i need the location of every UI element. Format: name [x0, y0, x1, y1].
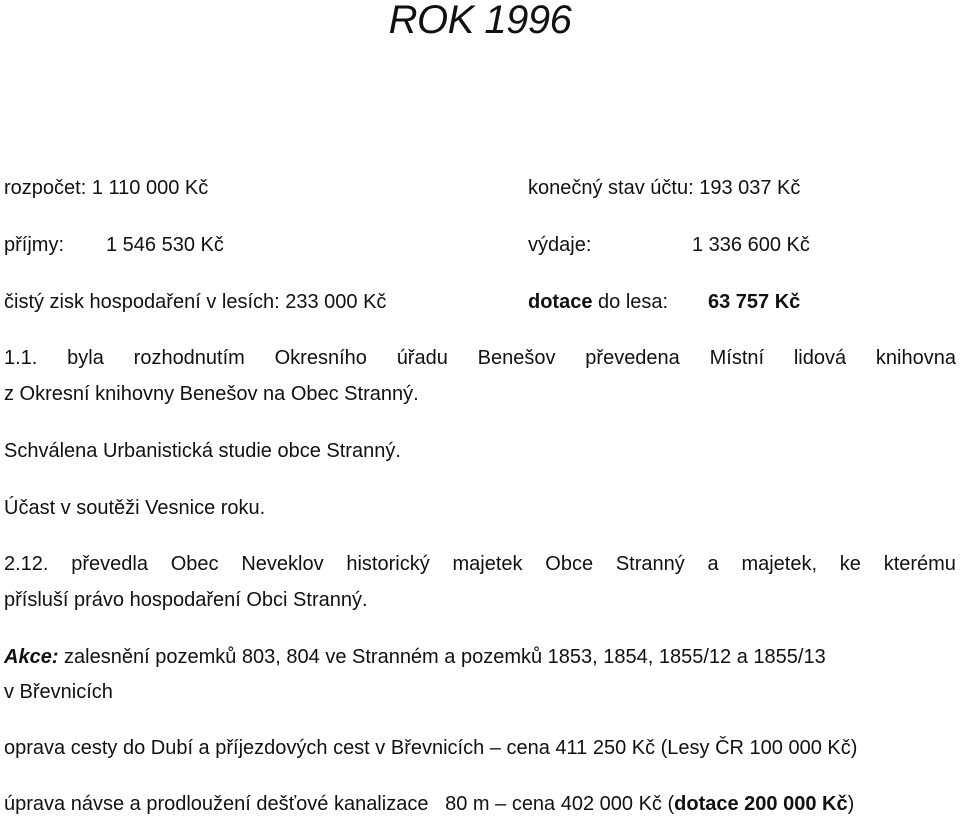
afforestation-line-2: v Břevnicích [4, 681, 113, 703]
word: knihovna [875, 347, 956, 369]
word: lidová [793, 347, 847, 369]
word: 2.12. [4, 553, 49, 575]
word: Okresního [274, 347, 367, 369]
income-label: příjmy: [4, 234, 64, 256]
word: Obce [545, 553, 594, 575]
word: úřadu [396, 347, 448, 369]
budget-text: rozpočet: 1 110 000 Kč [4, 177, 209, 199]
income-value: 1 546 530 Kč [106, 234, 224, 256]
word: kterému [883, 553, 956, 575]
afforestation-line-1 [4, 645, 826, 669]
word: převedla [71, 553, 148, 575]
subsidy-label-rest: do lesa: [592, 291, 669, 313]
word: převedena [585, 347, 680, 369]
subsidy-label-bold: dotace [528, 291, 593, 313]
word: byla [67, 347, 104, 369]
transfer-line-2: přísluší právo hospodaření Obci Stranný. [4, 589, 368, 611]
word: Obec [170, 553, 219, 575]
subsidy-label [528, 290, 668, 314]
square-suffix: ) [847, 793, 855, 815]
word: historický [346, 553, 430, 575]
word: rozhodnutím [133, 347, 245, 369]
word: Benešov [477, 347, 556, 369]
word: a [707, 553, 719, 575]
competition-text: Účast v soutěži Vesnice roku. [4, 497, 266, 519]
page-title: ROK 1996 [388, 0, 572, 42]
word: Stranný [615, 553, 685, 575]
actions-label: Akce: [4, 646, 59, 668]
word: majetek, [741, 553, 818, 575]
square-repair-line [4, 792, 854, 816]
square-repair-text: úprava návse a prodloužení dešťové kanalizace 80 m – cena 402 000 Kč ( [4, 793, 675, 815]
subsidy-value: 63 757 Kč [708, 291, 801, 313]
forest-profit-text: čistý zisk hospodaření v lesích: 233 000 Kč [4, 291, 387, 313]
transfer-line-1 [4, 552, 956, 576]
square-subsidy: dotace 200 000 Kč [674, 793, 848, 815]
urban-study-text: Schválena Urbanistická studie obce Stranný. [4, 440, 401, 462]
word: Místní [709, 347, 765, 369]
road-repair-text: oprava cesty do Dubí a příjezdových cest v Břevnicích – cena 411 250 Kč (Lesy ČR 100 000 Kč) [4, 737, 858, 759]
word: ke [839, 553, 861, 575]
final-balance-text: konečný stav účtu: 193 037 Kč [528, 177, 801, 199]
expenses-label: výdaje: [528, 234, 592, 256]
afforestation-text: zalesnění pozemků 803, 804 ve Stranném a pozemků 1853, 1854, 1855/12 a 1855/13 [58, 646, 826, 668]
word: 1.1. [4, 347, 38, 369]
library-line-1 [4, 346, 956, 370]
library-line-2: z Okresní knihovny Benešov na Obec Stranný. [4, 383, 419, 405]
word: majetek [452, 553, 523, 575]
expenses-value: 1 336 600 Kč [692, 234, 810, 256]
word: Neveklov [241, 553, 324, 575]
